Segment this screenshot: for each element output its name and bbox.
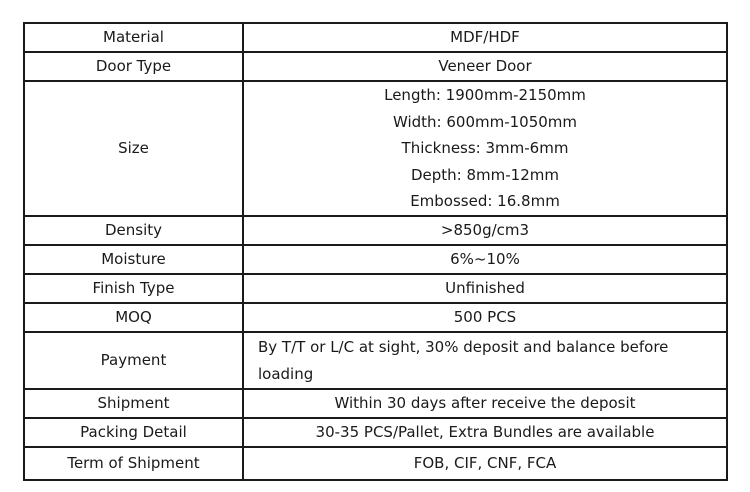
row-label: Material xyxy=(25,24,244,51)
size-line-thickness: Thickness: 3mm-6mm xyxy=(401,139,569,158)
row-label: Packing Detail xyxy=(25,419,244,446)
row-label: Term of Shipment xyxy=(25,448,244,479)
row-value xyxy=(244,82,726,215)
row-label: Door Type xyxy=(25,53,244,80)
table-row-term-of-shipment xyxy=(25,446,726,479)
row-label: Moisture xyxy=(25,246,244,273)
size-line-length: Length: 1900mm-2150mm xyxy=(384,86,586,105)
table-row-payment xyxy=(25,331,726,388)
row-label: Shipment xyxy=(25,390,244,417)
table-row-size xyxy=(25,80,726,215)
spec-table xyxy=(23,22,728,481)
row-value: Within 30 days after receive the deposit xyxy=(334,394,636,412)
size-line-embossed: Embossed: 16.8mm xyxy=(410,192,560,211)
row-value: MDF/HDF xyxy=(450,28,520,46)
table-row-packing-detail xyxy=(25,417,726,446)
row-value: 6%~10% xyxy=(450,250,520,268)
table-row-moq xyxy=(25,302,726,331)
table-row-shipment xyxy=(25,388,726,417)
row-value: Veneer Door xyxy=(438,57,532,75)
row-label: Finish Type xyxy=(25,275,244,302)
row-label: Payment xyxy=(25,333,244,388)
size-line-depth: Depth: 8mm-12mm xyxy=(410,165,559,184)
row-value: FOB, CIF, CNF, FCA xyxy=(413,454,557,472)
table-row-density xyxy=(25,215,726,244)
row-value: 30-35 PCS/Pallet, Extra Bundles are available xyxy=(315,423,655,441)
row-label: Density xyxy=(25,217,244,244)
table-row-moisture xyxy=(25,244,726,273)
row-value: 500 PCS xyxy=(453,308,517,326)
table-row-door-type xyxy=(25,51,726,80)
size-line-width: Width: 600mm-1050mm xyxy=(392,112,578,131)
row-value: Unfinished xyxy=(445,279,525,297)
row-label: MOQ xyxy=(25,304,244,331)
row-value: >850g/cm3 xyxy=(440,221,530,239)
row-label: Size xyxy=(25,82,244,215)
table-row-material xyxy=(25,24,726,51)
row-value: By T/T or L/C at sight, 30% deposit and balance before loading xyxy=(258,337,669,383)
table-row-finish-type xyxy=(25,273,726,302)
